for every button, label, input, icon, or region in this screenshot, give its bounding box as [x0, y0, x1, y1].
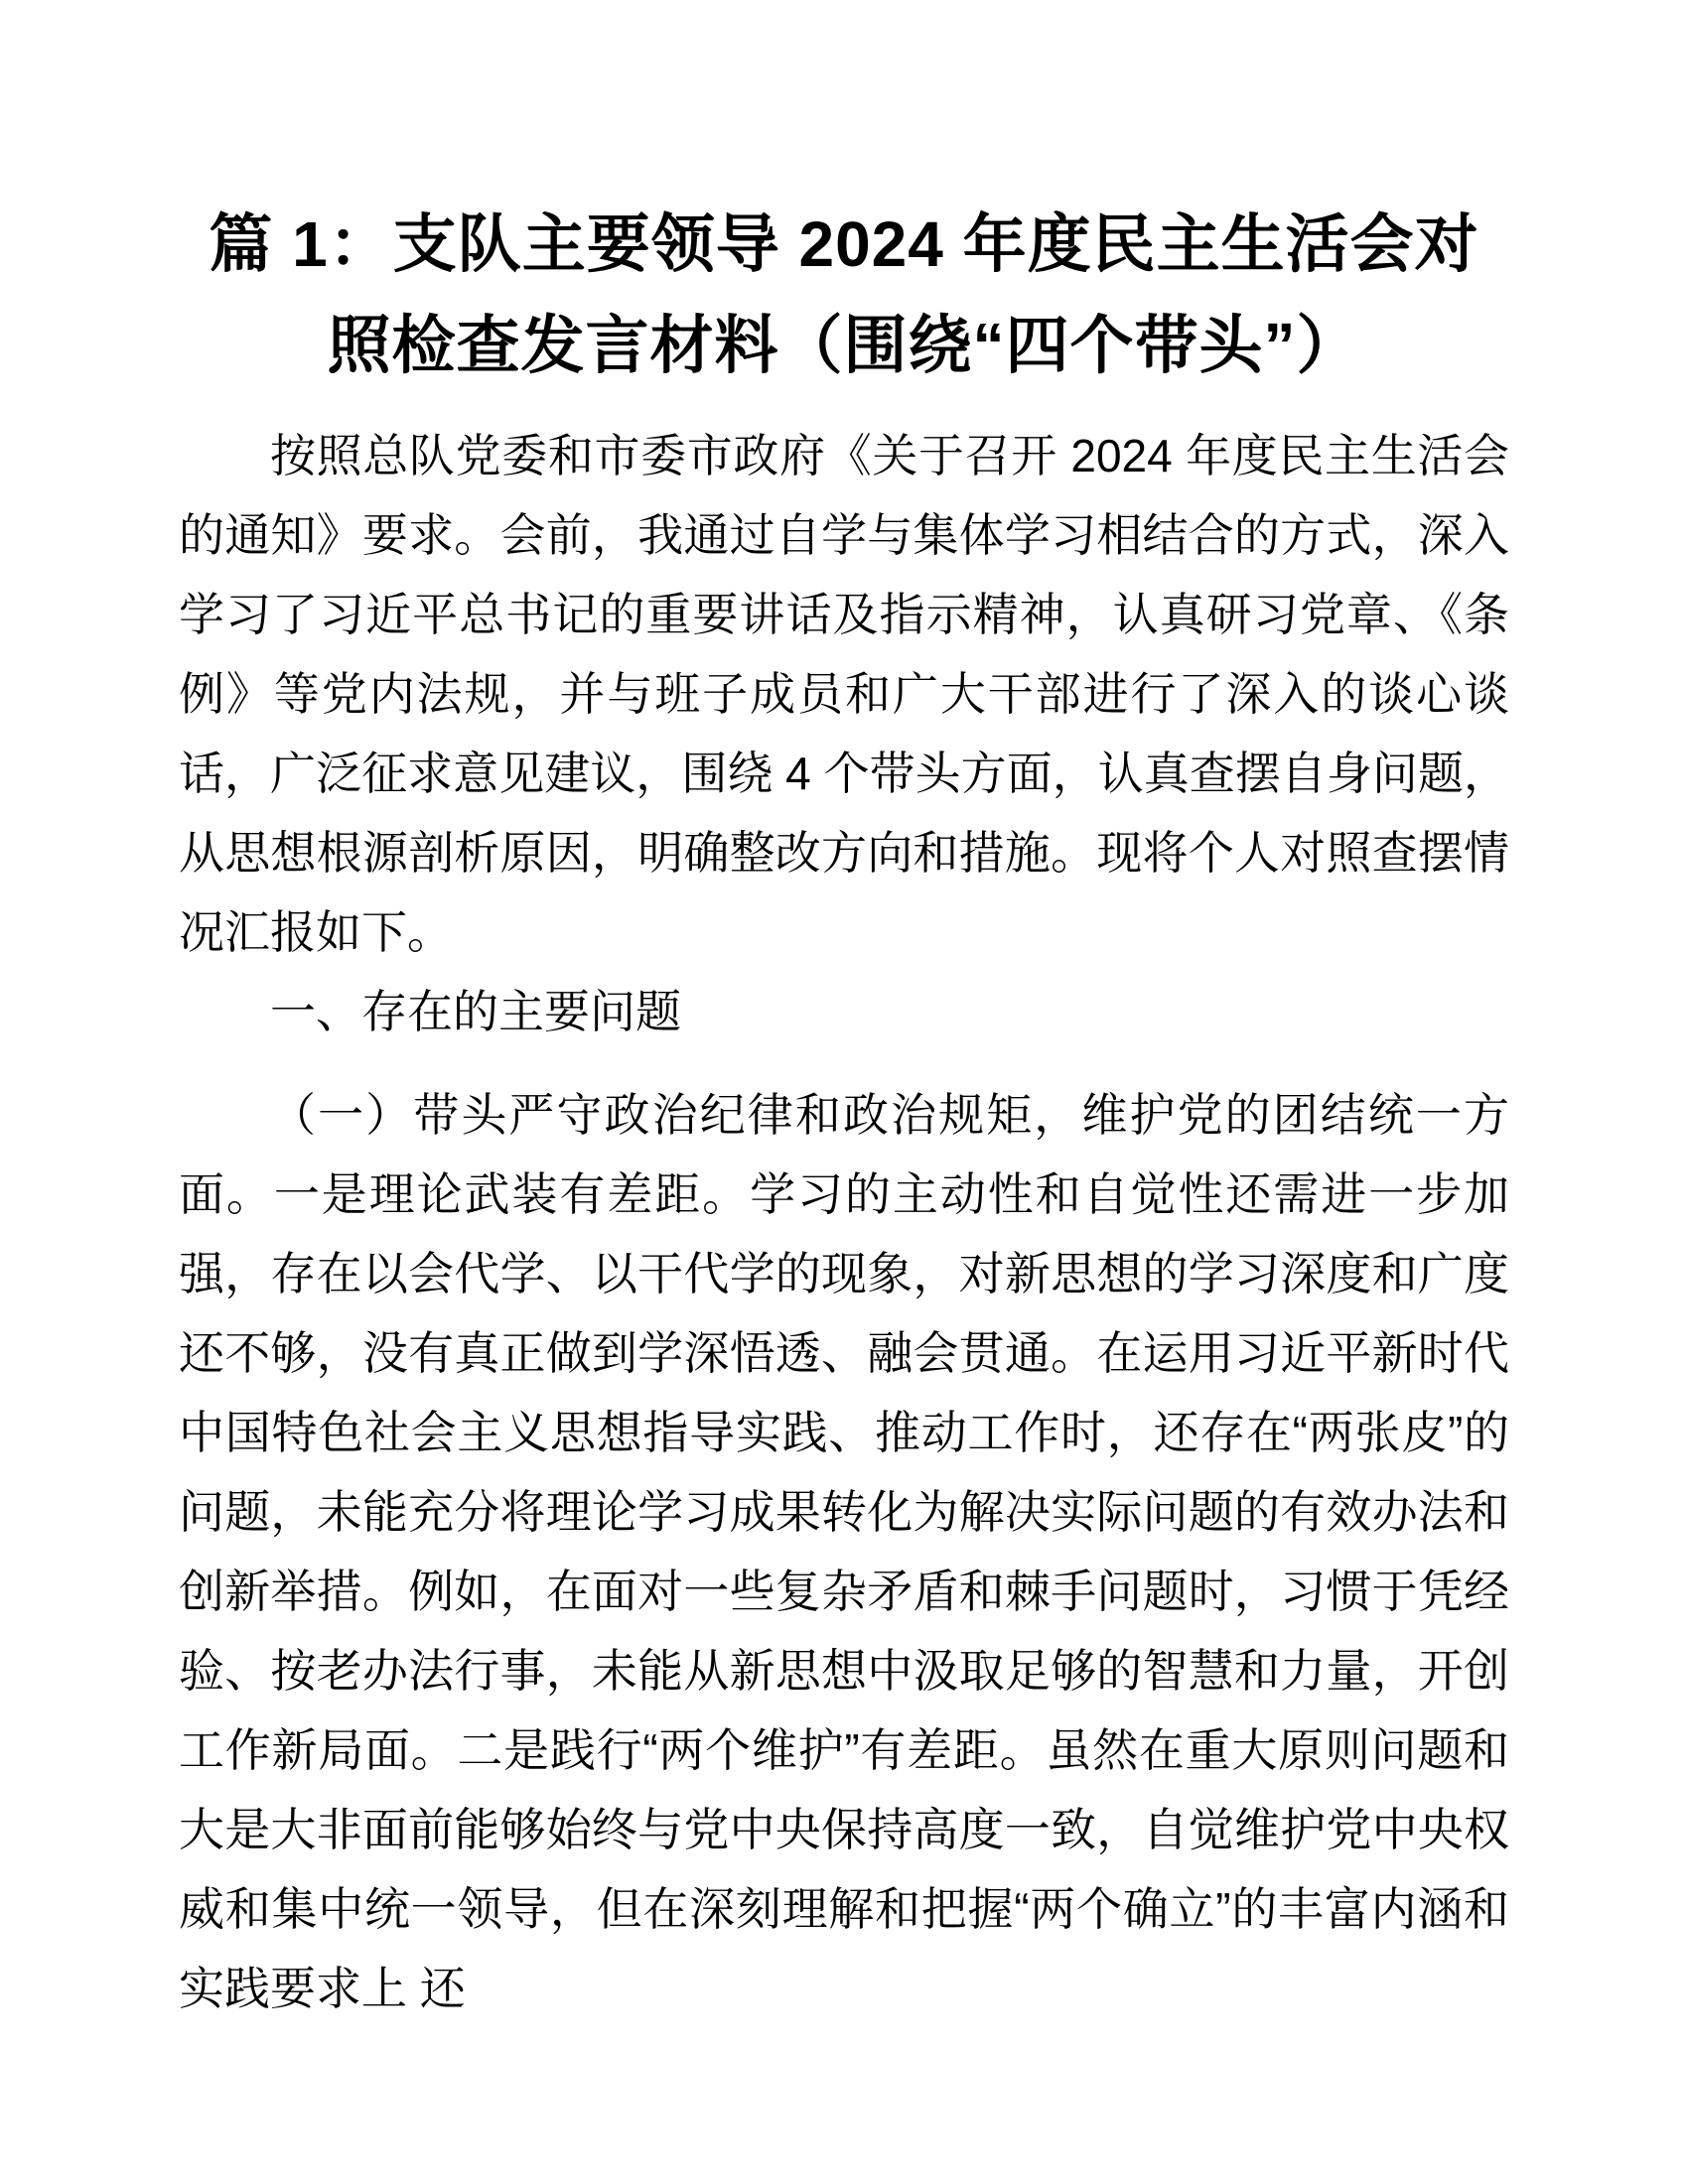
- document-title: 篇 1：支队主要领导 2024 年度民主生活会对照检查发言材料（围绕“四个带头”）: [209, 208, 1479, 381]
- paragraph-intro: 按照总队党委和市委市政府《关于召开 2024 年度民主生活会的通知》要求。会前，我通过自学与集体学习相结合的方式，深入学习了习近平总书记的重要讲话及指示精神，认真研习党章、《条例》等党内法规，并与班子成员和广大干部进行了深入的谈心谈话，广泛征求意见建议，围绕 4 个带头方面，认真查摆自身问题，从思想根源剖析原因，明确整改方向和措施。现将个人对照查摆情况汇报如下。: [179, 430, 1509, 958]
- section-heading-main-problems: 一、存在的主要问题: [270, 986, 681, 1037]
- paragraph-item-one: （一）带头严守政治纪律和政治规矩，维护党的团结统一方面。一是理论武装有差距。学习的主动性和自觉性还需进一步加强，存在以会代学、以干代学的现象，对新思想的学习深度和广度还不够，没有真正做到学深悟透、融会贯通。在运用习近平新时代中国特色社会主义思想指导实践、推动工作时，还存在“两张皮”的问题，未能充分将理论学习成果转化为解决实际问题的有效办法和创新举措。例如，在面对一些复杂矛盾和棘手问题时，习惯于凭经验、按老办法行事，未能从新思想中汲取足够的智慧和力量，开创工作新局面。二是践行“两个维护”有差距。虽然在重大原则问题和大是大非面前能够始终与党中央保持高度一致，自觉维护党中央权威和集中统一领导，但在深刻理解和把握“两个确立”的丰富内涵和 实践要求上 还: [179, 1089, 1509, 2014]
